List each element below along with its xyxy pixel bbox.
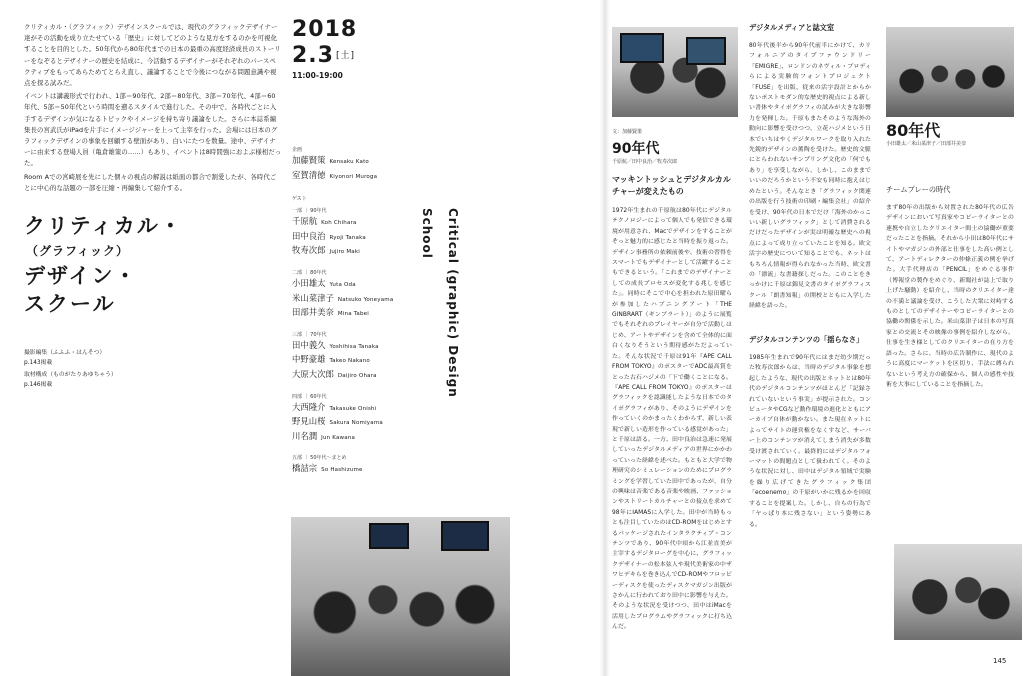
- photo-fill: [894, 544, 1022, 640]
- person-name: 大原大次郎: [292, 368, 334, 379]
- article-80s-header: [886, 122, 1014, 156]
- credit-item: [24, 349, 224, 368]
- photo-screen: [369, 523, 409, 549]
- person: [292, 292, 442, 307]
- section-sublabel: 四部 ｜ 60年代: [292, 393, 327, 400]
- title-line: スクール: [24, 292, 116, 316]
- intro-text: [24, 22, 282, 196]
- person-roman: So Hashizume: [321, 467, 363, 474]
- person-roman: Ryoji Tanaka: [329, 234, 366, 241]
- person-name: 千原航: [292, 216, 318, 227]
- person: [292, 277, 442, 292]
- person-name: 米山菜津子: [292, 292, 334, 303]
- person-name: 田中良治: [292, 230, 326, 241]
- era-people: 小田雄太／米山菜津子／田部井美奈: [886, 141, 967, 147]
- section-heading: チームプレーの時代: [886, 185, 951, 194]
- section-heading: デジタルメディアと誌文室: [749, 23, 835, 32]
- person: [292, 154, 442, 169]
- page-number: 145: [993, 657, 1007, 665]
- person-roman: Kensaku Kato: [329, 159, 369, 165]
- discussion-photo: [612, 27, 738, 117]
- person-name: 加藤賢策: [292, 155, 326, 165]
- section-sublabel: 三部 ｜ 70年代: [292, 331, 327, 338]
- credits: [24, 349, 224, 393]
- person: [292, 368, 442, 383]
- column-2: [749, 22, 871, 643]
- person: [292, 353, 442, 368]
- person-roman: Jun Kawana: [321, 434, 356, 441]
- person-name: 田中義久: [292, 339, 326, 350]
- credit-label: 撮影編集（ふふふ・はんそつ）: [24, 350, 106, 356]
- article-body: まず80年の出版から対置された80年代の広告デザインにおいて写真家やコピーライターとの連携や自立したクリエイター間士の協働が重要だったことを指摘。それから小田は80年代にサイトやマガジンの外部と仕事をした高い例として、アートディレクターの仲條正義の例を挙げた。大手代理店の「PENCIL」をめぐる事件（博報堂の製作をめぐり、新聞社が誌上で取り上げた騒動）を紹介し、当時のクリエイター達の不満と議論を受け、こうした大衆に対峙するものとしてのデザイナーやコピーライターとの協働の関係を示した。米山菜津子は日本の写真家との交流とその映像の事例を紹介しながら、仕事を生き様としてのクリエイターの在り方を語った。さらに、当時の広告制作に、現代のように高度にマーケットを区切り、手法に縛られないという考え方の確保から、個人の感性や技術を大事にしていることを指摘した。: [886, 205, 1014, 388]
- person-roman: Sakura Nomiyama: [329, 420, 383, 427]
- title-subline: （グラフィック）: [26, 244, 130, 258]
- photo-screen: [686, 37, 726, 65]
- photo-screen: [441, 521, 489, 551]
- person-name: 大西隆介: [292, 401, 326, 412]
- section-body: 1985年生まれで90年代にはまだ幼少期だった牧寿次郎からは、当時のデジタル事象を想起したような、現代の出版とネットとは80年代のデジタルコンテンツがほとんど「記録されていないという事実」が提示された。コンピュータやCGなど動作環境の進化とともにアーカイブ自体が動かない。また現在ネットによってサイトの運営権をなくすなど、サーバー上のコンテンツが消えてしまう消失が多数受け渡されていく。最終的にはデジタルフォーマットの間題点として扱われてく。そのような状況に対し、田中はデジタル領域で実験を繰り広げてきたグラフィック集団「ecoenemo」の千原がいかに残るかを回収することを提案した。しかし、自らの行為で「ヤっぱり本に残さない」という姿勢にある。: [749, 355, 871, 528]
- person-name: 室賀清徳: [292, 169, 326, 180]
- section-sublabel: 二部 ｜ 80年代: [292, 269, 327, 276]
- member-list: [292, 142, 442, 477]
- person-roman: Takeo Nakano: [329, 358, 370, 365]
- person: [292, 339, 442, 354]
- article-lead: マッキントッシュとデジタルカルチャーが変えたもの: [612, 175, 731, 196]
- person-roman: Kiyonori Muroga: [329, 173, 378, 180]
- era-heading: 80年代: [886, 121, 941, 140]
- section-heading: デジタルコンテンツの「揺らなさ」: [749, 335, 864, 344]
- person: [292, 430, 442, 445]
- photo-fill: [886, 27, 1014, 117]
- person-name: 野見山桜: [292, 416, 326, 427]
- person-roman: Yoshihisa Tanaka: [329, 343, 379, 350]
- person: [292, 415, 442, 430]
- speaker-photo: [894, 544, 1022, 640]
- person-roman: Jujiro Maki: [329, 249, 360, 256]
- article-80s: [886, 184, 1014, 541]
- person-name: 小田雄太: [292, 277, 326, 288]
- event-date-value: 2.3: [292, 43, 334, 68]
- person: [292, 306, 442, 321]
- event-time: 11:00-19:00: [292, 71, 343, 80]
- person-roman: Takasuke Onishi: [329, 405, 377, 412]
- title-line: クリティカル・: [24, 214, 183, 238]
- article-90s: [612, 128, 732, 631]
- credit-item: [24, 371, 224, 390]
- credit-value: p.143掲載: [24, 359, 53, 366]
- person-name: 牧寿次郎: [292, 245, 326, 256]
- person: [292, 401, 442, 416]
- credit-value: p.146掲載: [24, 381, 53, 388]
- intro-paragraph: イベントは講義形式で行われ、1部＝90年代、2部＝80年代、3部＝70年代、4部＝60年代、5部＝50年代という時間を遡るスタイルで進行した。その中で、各時代ごとに入手するデザインが気になるトピックやイメージを持ち寄り議論をした。さらに本誌系編集長の宮武氏がiPadを片手にイメージジャーを上って主宰を行った。会場には日本のグラフィックデザインの事象を回顧する壁面があり、白いにたつを数量。途中、デザイナーに由来する登場人員（亀倉雄策の……）もあり、イベントは8時間強におよぶ様相だった。: [24, 92, 282, 168]
- section-body: 80年代後半から90年代前半にかけて、カリフォルニアのタイプファウンドリー「EMIGRE」、ロンドンのネヴィル・ブロディらによる実験的フォントプロジェクト「FUSE」を出版、従来の活字設計とからかないポストモダン的な歴史的視点による新しい書体やタイポグラフィの試みが大きな影響力を発揮した。千原もまたそのような海外の動向に影響を受けつつ、立花ハジメという日本でいちはやくデジタルワークを取り入れた先鋭的デザインの薫陶を受けた。歴史的文脈にとらわれないサンプリング文化の「何でもあり」を享受しながら、しかし、このままでいいのだろうかという不安も同時に抱えはじめたという。そんなとき「グラフィック関連の出版を行う技術の印刷・編集会社」の紹介を受け、90年代の日本でだけ「海外のかっこいい新しいグラフィック」として消費されるだけだったデザインが実は明確な歴史への視点によって成り立っていたことを知る。欧文活字の歴史について知ることでも、ネットはもちろん情報が得られなかった当時、欧文書の「漂流」な書籍探しだった。このことをきっかけに千原は錦見文書のタイポグラフィスクール「朗書知報」の開校とともに入学した経緯を語った。: [749, 43, 871, 310]
- person-roman: Daijiro Ohara: [337, 372, 377, 379]
- audience-photo: [886, 27, 1014, 117]
- person-roman: Natsuko Yoneyama: [337, 296, 394, 303]
- credit-label: 取材構成（ものがたりあゆちゃう）: [24, 372, 117, 378]
- intro-paragraph: Room Aでの宮崎展を先にした個々の視点の解説は紙面の都合で割愛したが、各時代ごとに中心的な話題の一部を圧縮・再編集して紹介する。: [24, 172, 277, 192]
- person-roman: Koh Chihara: [321, 220, 357, 227]
- workshop-photo: [291, 517, 510, 676]
- person-name: 橋詰宗: [292, 463, 318, 474]
- article-body: 1972年生まれの千原航は80年代にデジタルテクノロジーによって個人でも発信できる環境が用意され、Macでデザインをすることがぞっと魅力的に感じたと当時を振り返った。デザイン事務所の依頼前後や、技術の習得をスマートでもデザイナーとして活躍することもできるという。「これまでのデザイナーとしての成長プロセスが変化する兆しを感じた」。同時にそこで中心を担われた原田曜らが参加したハブニングアート「THE GINBRART（ギンブラート）」のように展覧でもそれぞれのプレイヤーが自分で活動しはじめ、アートやデザインを含めて全体的に面白くなりそうという期待感がただよっていた。そんな状況で千原は91年『APE CALL FROM TOKYO』のポスターでADC最高賞をとった古石ハジメの「下で働くことになる。『APE CALL FROM TOKYO』のポスターはグラフィックを認識能したような日本でのタイポグラフィがあり、そのようにデザインを作っていくのかまったくわからず、新しい表現で新しい造形を作っている感覚があった」と千原は語る。一方、田中良治は急速に発展していったデジタルメディアの世界にかかわっていった経緯を述べた。もともと大学で物理研究のシミュレーションのためにプログラミングを学習していた田中であったが、自分の興味は音楽である音楽や映画、ファッションやストリートカルチャーとの接点を求めて98年にIAMASに入学した。田中が当時もっとも注目していたのはCD-ROMをはじめとするパッケージされたインタラクティブ・コンテンツであり、90年代中頃から江並直美が主宰するデジタローグを中心に、グラフィックデザイナーの松本弦人や現代美術家の中ザワヒデキらを巻き込んでCD-ROMやフロッピーディスクを使ったディスクマガジン出版がさかんに行われており田中に影響を与えた。そのような状況を受けつつ、田中はiMacを活用したプログラムやグラフィックに打ち込んだ。: [612, 208, 732, 631]
- person-name: 川名潤: [292, 430, 318, 441]
- byline: 文：加藤賢策: [612, 129, 643, 135]
- event-weekday: [土]: [335, 51, 356, 61]
- vertical-english-title: Critical (graphic) Design School: [420, 208, 460, 398]
- event-date: [292, 44, 355, 68]
- section-label: 企画: [292, 147, 303, 153]
- person-name: 中野豪雄: [292, 354, 326, 365]
- article-title: [24, 212, 274, 318]
- person: [292, 169, 442, 184]
- era-people: 千原航／田中良治／牧寿次郎: [612, 159, 678, 165]
- era-heading: 90年代: [612, 141, 660, 157]
- section-sublabel: 五部 ｜ 50年代～まとめ: [292, 455, 347, 462]
- section-label: ゲスト: [292, 196, 307, 203]
- person-roman: Mina Tabei: [337, 311, 369, 318]
- person-name: 田部井美奈: [292, 307, 334, 318]
- title-line: デザイン・: [24, 264, 138, 288]
- event-year: 2018: [292, 17, 358, 42]
- intro-paragraph: クリティカル・（グラフィック）デザインスクールでは、現代のグラフィックデザイナー達がその活動を成り立たせている「歴史」に対してどのような見方をするのかを可視化することを目的とした。50年代から80年代までの日本の最重の高度経済成長のストーリーをなぞるとデザイナーの歴史を結成に、今活動するデザイナーがそれぞれのパースペクティブをもってあらためてとらえ直し、議論することで今後につながる問題意識や視点を探る試みだ。: [24, 23, 281, 88]
- photo-screen: [620, 33, 664, 63]
- person-roman: Yuta Oda: [329, 281, 356, 288]
- person: [292, 462, 442, 477]
- spine-gutter: [600, 0, 610, 676]
- section-sublabel: 一部 ｜ 90年代: [292, 208, 327, 215]
